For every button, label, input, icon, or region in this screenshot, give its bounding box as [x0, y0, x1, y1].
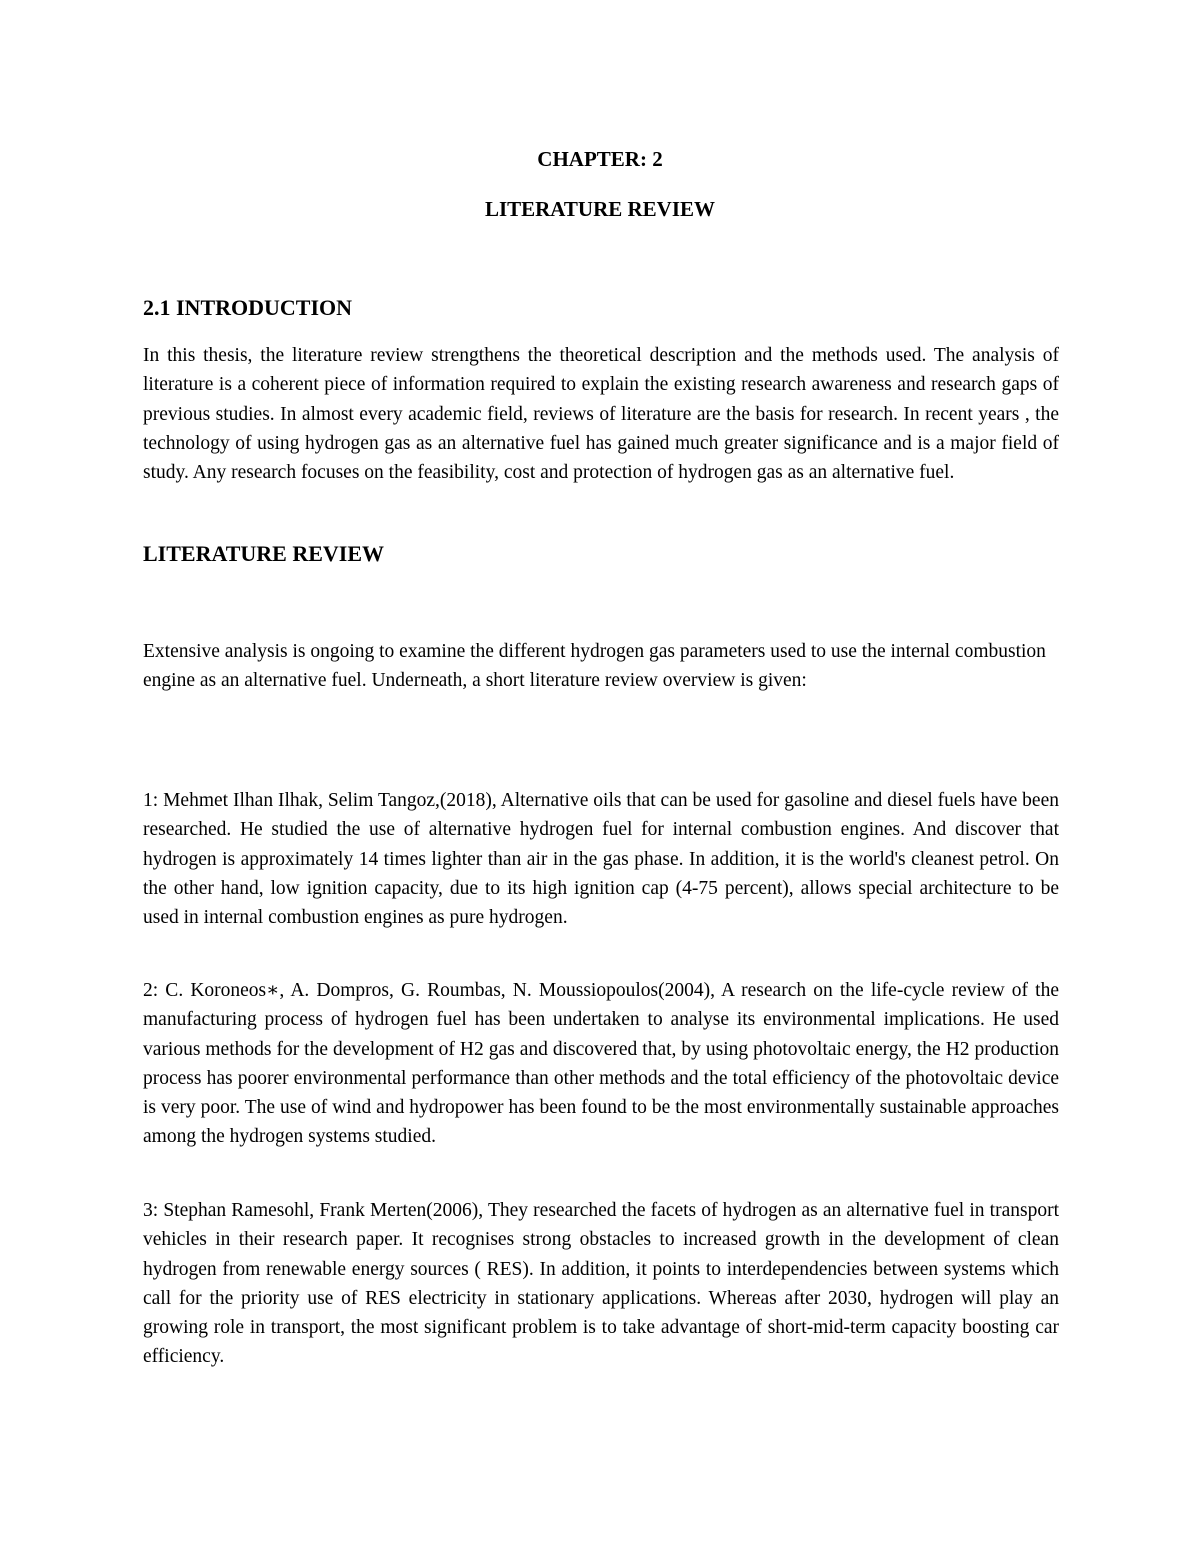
chapter-title: LITERATURE REVIEW: [484, 197, 716, 221]
review-item-1: 1: Mehmet Ilhan Ilhak, Selim Tangoz,(2018), Alternative oils that can be used for gasoline and diesel fuels have been researched. He studied the use of alternative hydrogen fuel for internal combustion engines. And discover that hydrogen is approximately 14 times lighter than air in the gas phase. In addition, it is the world's cleanest petrol. On the other hand, low ignition capacity, due to its high ignition cap (4-75 percent), allows special architecture to be used in internal combustion engines as pure hydrogen.: [143, 790, 1059, 929]
intro-heading: 2.1 INTRODUCTION: [143, 295, 353, 320]
chapter-label: CHAPTER: 2: [537, 147, 663, 171]
literature-review-heading: LITERATURE REVIEW: [143, 541, 385, 566]
intro-paragraph: In this thesis, the literature review strengthens the theoretical description and the methods used. The analysis of literature is a coherent piece of information required to explain the existing research awareness and research gaps of previous studies. In almost every academic field, reviews of literature are the basis for research. In recent years , the technology of using hydrogen gas as an alternative fuel has gained much greater significance and is a major field of study. Any research focuses on the feasibility, cost and protection of hydrogen gas as an alternative fuel.: [143, 345, 1059, 484]
review-item-3: 3: Stephan Ramesohl, Frank Merten(2006), They researched the facets of hydrogen as an alternative fuel in transport vehicles in their research paper. It recognises strong obstacles to increased growth in the development of clean hydrogen from renewable energy sources ( RES). In addition, it points to interdependencies between systems which call for the priority use of RES electricity in stationary applications. Whereas after 2030, hydrogen will play an growing role in transport, the most significant problem is to take advantage of short-mid-term capacity boosting car efficiency.: [143, 1200, 1059, 1368]
review-overview-paragraph: Extensive analysis is ongoing to examine the different hydrogen gas parameters used to use the internal combustion engine as an alternative fuel. Underneath, a short literature review overview is given:: [143, 641, 1046, 692]
review-item-2: 2: C. Koroneos∗, A. Dompros, G. Roumbas, N. Moussiopoulos(2004), A research on the life-cycle review of the manufacturing process of hydrogen fuel has been undertaken to analyse its environmental implications. He used various methods for the development of H2 gas and discovered that, by using photovoltaic energy, the H2 production process has poorer environmental performance than other methods and the total efficiency of the photovoltaic device is very poor. The use of wind and hydropower has been found to be the most environmentally sustainable approaches among the hydrogen systems studied.: [143, 980, 1059, 1148]
